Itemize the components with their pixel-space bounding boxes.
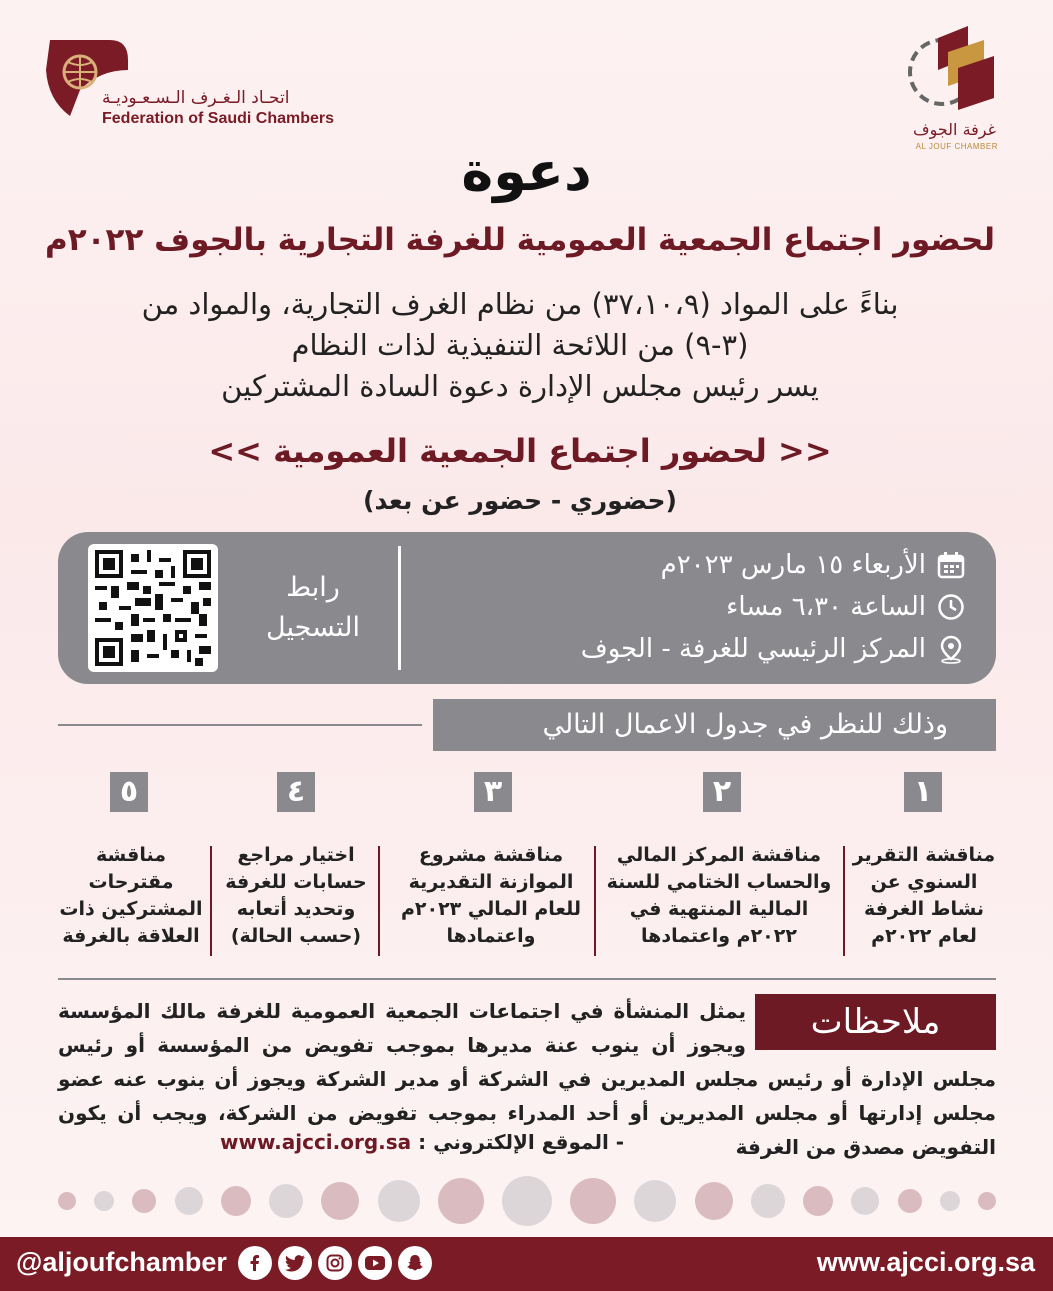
decorative-dot [58,1192,76,1210]
event-location-row [581,634,966,664]
meeting-headline: << لحضور اجتماع الجمعية العمومية >> [208,432,832,470]
website-link[interactable]: www.ajcci.org.sa [220,1130,412,1154]
qr-code-icon [94,550,212,666]
agenda-item: اختيار مراجع حسابات للغرفة وتحديد أتعابه (حسب الحالة) [225,844,367,947]
decorative-dot [321,1182,359,1220]
agenda-separator [210,846,212,956]
decorative-dot [570,1178,616,1224]
decorative-dot [803,1186,833,1216]
chamber-name-en: AL JOUF CHAMBER [915,142,998,151]
clock-icon [936,592,966,622]
instagram-icon[interactable] [318,1246,352,1280]
calendar-icon [936,550,966,580]
twitter-icon[interactable] [278,1246,312,1280]
decorative-dot [751,1184,785,1218]
decorative-dot [502,1176,552,1226]
gear-logo-icon [898,18,998,118]
invitation-subtitle: لحضور اجتماع الجمعية العمومية للغرفة التجارية بالجوف ٢٠٢٢م [44,222,996,258]
decorative-dot [438,1178,484,1224]
decorative-dot [940,1191,960,1211]
decorative-dot [269,1184,303,1218]
decorative-dot [978,1192,996,1210]
page-title: دعوة [461,140,592,203]
registration-link-label[interactable]: رابط التسجيل [266,572,360,643]
decorative-dot [851,1187,879,1215]
agenda-separator [378,846,380,956]
decorative-dot [132,1189,156,1213]
registration-qr-code[interactable] [88,544,218,672]
chamber-logo [890,18,1000,158]
federation-name-en: Federation of Saudi Chambers [102,110,335,127]
agenda-rule [58,724,422,726]
attendance-mode: (حضوري - حضور عن بعد) [363,486,677,515]
decorative-dot [221,1186,251,1216]
decorative-dot [94,1191,114,1211]
decorative-dot [378,1180,420,1222]
event-info-panel [58,532,996,684]
federation-logo [40,26,340,136]
youtube-icon[interactable] [358,1246,392,1280]
website-row [220,1130,624,1154]
section-divider [58,978,996,980]
social-handle[interactable]: @aljoufchamber [16,1247,227,1277]
event-location: المركز الرئيسي للغرفة - الجوف [580,634,926,664]
intro-line: (٣-٩) من اللائحة التنفيذية لذات النظام [291,328,749,362]
federation-name-ar: اتحـاد الـغـرف الـسـعـوديـة [102,88,290,108]
event-time: الساعة ٦،٣٠ مساء [726,592,926,622]
decorative-dot [175,1187,203,1215]
event-date: الأربعاء ١٥ مارس ٢٠٢٣م [660,550,926,580]
agenda-item: مناقشة المركز المالي والحساب الختامي للسنة المالية المنتهية في ٢٠٢٢م واعتمادها [606,844,832,947]
location-pin-icon [936,634,966,664]
social-icons [238,1246,432,1280]
agenda-number: ١ [904,772,942,812]
decorative-dot [695,1182,733,1220]
agenda-item: مناقشة التقرير السنوي عن نشاط الغرفة لعام ٢٠٢٢م [852,844,996,947]
notes-badge: ملاحظات [755,994,996,1050]
intro-paragraph [60,284,980,407]
intro-line: بناءً على المواد (٣٧،١٠،٩) من نظام الغرف التجارية، والمواد من [141,287,899,321]
facebook-icon[interactable] [238,1246,272,1280]
federation-globe-icon [40,30,132,122]
decorative-dots [58,1176,996,1226]
footer-bar [0,1237,1053,1291]
intro-line: يسر رئيس مجلس الإدارة دعوة السادة المشتركين [221,369,819,403]
decorative-dot [898,1189,922,1213]
agenda-separator [843,846,845,956]
snapchat-icon[interactable] [398,1246,432,1280]
chamber-name-ar: غرفة الجوف [912,120,996,139]
agenda-separator [594,846,596,956]
agenda-number: ٤ [277,772,315,812]
notes-body: يمثل المنشأة في اجتماعات الجمعية العمومية للغرفة مالك المؤسسة ويجوز أن ينوب عنة مديرها بموجب تفويض من المؤسسة أو رئيس مجلس الإدارة أو رئيس مجلس المديرين في الشركة أو مدير الشركة ويجوز أن ينوب عنه عضو مجلس إدارتها أو مجلس المديرين أو أحد المدراء بموجب تفويض من الشركة، ويجب أن يكون التفويض مصدق من الغرفة [58,999,996,1159]
website-label: - الموقع الإلكتروني : [418,1130,625,1154]
footer-website-link[interactable]: www.ajcci.org.sa [816,1247,1035,1277]
panel-divider [398,546,401,670]
agenda-heading: وذلك للنظر في جدول الاعمال التالي [433,699,996,751]
event-date-row [661,550,966,580]
agenda-item: مناقشة مشروع الموازنة التقديرية للعام المالي ٢٠٢٣م واعتمادها [400,844,582,947]
event-time-row [726,592,966,622]
agenda-number: ٣ [474,772,512,812]
agenda-item: مناقشة مقترحات المشتركين ذات العلاقة بالغرفة [59,844,203,947]
decorative-dot [634,1180,676,1222]
agenda-number: ٢ [703,772,741,812]
agenda-number: ٥ [110,772,148,812]
